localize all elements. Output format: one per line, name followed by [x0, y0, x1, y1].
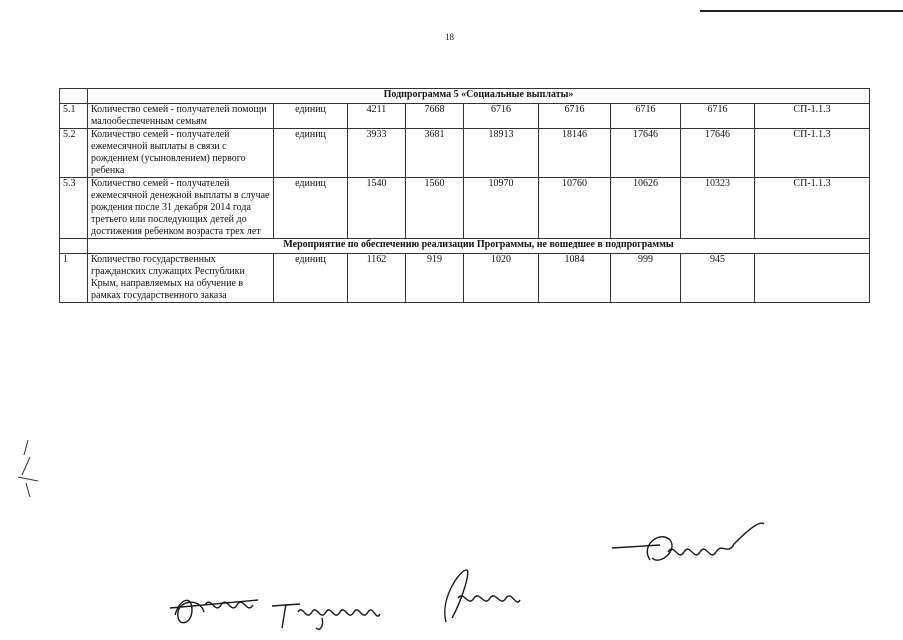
row-number: 5.1 — [60, 104, 88, 129]
indicator-name: Количество семей - получателей помощи малообеспеченным семьям — [88, 104, 274, 129]
value-cell: 945 — [681, 254, 755, 303]
value-cell: 18146 — [539, 129, 611, 178]
indicator-name: Количество семей - получателей ежемесячной денежной выплаты в случае рождения после 31 декабря 2014 года третьего или последующих детей до достижения ребенком возраста трех лет — [88, 178, 274, 239]
value-cell: 6716 — [464, 104, 539, 129]
value-cell: 10760 — [539, 178, 611, 239]
row-number: 5.2 — [60, 129, 88, 178]
value-cell: 10970 — [464, 178, 539, 239]
value-cell: 1020 — [464, 254, 539, 303]
value-cell: 4211 — [348, 104, 406, 129]
value-cell: 18913 — [464, 129, 539, 178]
indicator-name: Количество семей - получателей ежемесячной выплаты в связи с рождением (усыновлением) первого ребенка — [88, 129, 274, 178]
value-cell: 1540 — [348, 178, 406, 239]
value-cell: 1162 — [348, 254, 406, 303]
value-cell: 17646 — [681, 129, 755, 178]
value-cell: 6716 — [611, 104, 681, 129]
value-cell: 3933 — [348, 129, 406, 178]
row-number: 5.3 — [60, 178, 88, 239]
unit-cell: единиц — [274, 129, 348, 178]
code-cell: СП-1.1.3 — [755, 178, 870, 239]
section-title: Мероприятие по обеспечению реализации Программы, не вошедшее в подпрограммы — [88, 239, 870, 254]
code-cell: СП-1.1.3 — [755, 129, 870, 178]
margin-marks — [10, 435, 50, 515]
code-cell: СП-1.1.3 — [755, 104, 870, 129]
section-title: Подпрограмма 5 «Социальные выплаты» — [88, 89, 870, 104]
signature-4 — [612, 523, 764, 560]
unit-cell: единиц — [274, 104, 348, 129]
signature-2 — [272, 604, 380, 629]
row-number: 1 — [60, 254, 88, 303]
indicator-name: Количество государственных гражданских служащих Республики Крым, направляемых на обучение в рамках государственного заказа — [88, 254, 274, 303]
unit-cell: единиц — [274, 178, 348, 239]
page-number: 18 — [445, 32, 454, 42]
value-cell: 3681 — [406, 129, 464, 178]
value-cell: 999 — [611, 254, 681, 303]
signature-1 — [170, 600, 258, 623]
value-cell: 7668 — [406, 104, 464, 129]
value-cell: 919 — [406, 254, 464, 303]
value-cell: 10626 — [611, 178, 681, 239]
value-cell: 1084 — [539, 254, 611, 303]
value-cell: 1560 — [406, 178, 464, 239]
value-cell: 17646 — [611, 129, 681, 178]
value-cell: 6716 — [539, 104, 611, 129]
signature-3 — [445, 570, 520, 622]
unit-cell: единиц — [274, 254, 348, 303]
value-cell: 10323 — [681, 178, 755, 239]
value-cell: 6716 — [681, 104, 755, 129]
